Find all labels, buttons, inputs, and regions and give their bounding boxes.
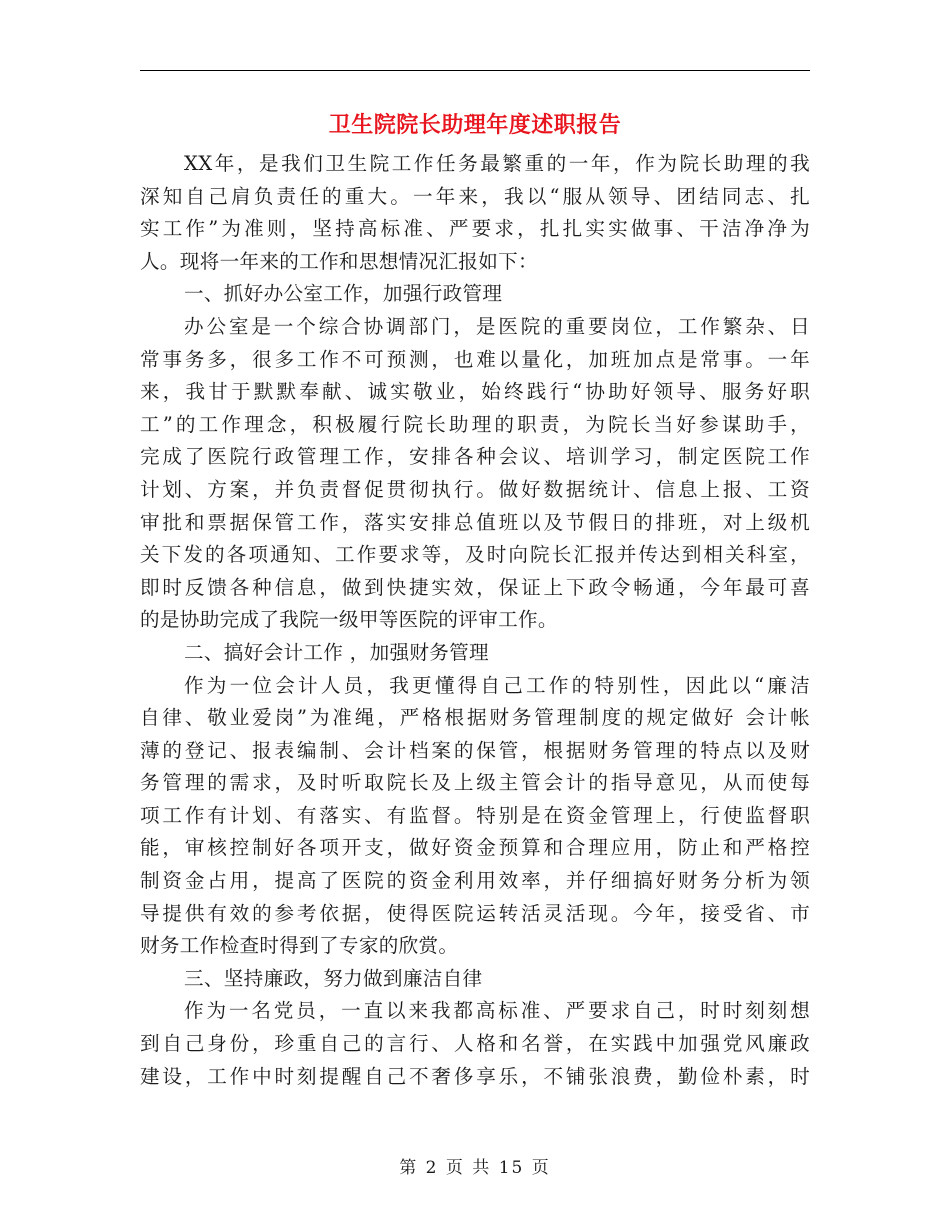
text-line: XX年，是我们卫生院工作任务最繁重的一年，作为院长助理的我 <box>184 152 810 175</box>
text-line: 导提供有效的参考依据，使得医院运转活灵活现。今年，接受省、市 <box>140 901 810 925</box>
text-line: 作为一名党员，一直以来我都高标准、严要求自己，时时刻刻想 <box>184 999 810 1023</box>
text-line: 二、搞好会计工作 ，加强财务管理 <box>184 640 489 664</box>
text-line: 关下发的各项通知、工作要求等，及时向院长汇报并传达到相关科室， <box>140 543 810 567</box>
text-line: 审批和票据保管工作，落实安排总值班以及节假日的排班，对上级机 <box>140 510 810 534</box>
text-line: 能，审核控制好各项开支，做好资金预算和合理应用，防止和严格控 <box>140 836 810 860</box>
header-rule <box>140 70 810 71</box>
text-line: 务管理的需求，及时听取院长及上级主管会计的指导意见，从而使每 <box>140 771 810 795</box>
text-line: 财务工作检查时得到了专家的欣赏。 <box>140 934 459 958</box>
text-line: 到自己身份，珍重自己的言行、人格和名誉，在实践中加强党风廉政 <box>140 1032 810 1056</box>
text-line: 三、坚持廉政，努力做到廉洁自律 <box>184 966 483 990</box>
text-line: 即时反馈各种信息，做到快捷实效，保证上下政令畅通，今年最可喜 <box>140 575 810 599</box>
text-line: 人。现将一年来的工作和思想情况汇报如下： <box>140 249 538 273</box>
text-line: 计划、方案，并负责督促贯彻执行。做好数据统计、信息上报、工资 <box>140 477 810 501</box>
text-line: 一、抓好办公室工作，加强行政管理 <box>184 282 503 306</box>
text-line: 常事务多，很多工作不可预测，也难以量化，加班加点是常事。一年 <box>140 347 810 371</box>
text-line: 项工作有计划、有落实、有监督。特别是在资金管理上，行使监督职 <box>140 803 810 827</box>
text-line: 深知自己肩负责任的重大。一年来，我以“服从领导、团结同志、扎 <box>140 184 810 208</box>
text-line: 工”的工作理念，积极履行院长助理的职责，为院长当好参谋助手， <box>140 412 810 436</box>
text-line: 的是协助完成了我院一级甲等医院的评审工作。 <box>140 608 558 632</box>
text-line: 制资金占用，提高了医院的资金利用效率，并仔细搞好财务分析为领 <box>140 869 810 893</box>
document-title: 卫生院院长助理年度述职报告 <box>328 113 622 138</box>
document-body <box>140 148 810 1093</box>
text-line: 建设，工作中时刻提醒自己不奢侈享乐，不铺张浪费，勤俭朴素，时 <box>140 1064 810 1088</box>
text-line: 实工作”为准则，坚持高标准、严要求，扎扎实实做事、干洁净净为 <box>140 217 810 241</box>
text-line: 完成了医院行政管理工作，安排各种会议、培训学习，制定医院工作 <box>140 445 810 469</box>
text-line: 办公室是一个综合协调部门，是医院的重要岗位，工作繁杂、日 <box>184 314 810 338</box>
text-line: 薄的登记、报表编制、会计档案的保管，根据财务管理的特点以及财 <box>140 738 810 762</box>
text-line: 来，我甘于默默奉献、诚实敬业，始终践行“协助好领导、服务好职 <box>140 380 810 404</box>
text-line: 自律、敬业爱岗”为准绳，严格根据财务管理制度的规定做好 会计帐 <box>140 706 810 730</box>
text-line: 作为一位会计人员，我更懂得自己工作的特别性，因此以“廉洁 <box>184 673 810 697</box>
page-footer: 第 2 页 共 15 页 <box>399 1158 551 1178</box>
